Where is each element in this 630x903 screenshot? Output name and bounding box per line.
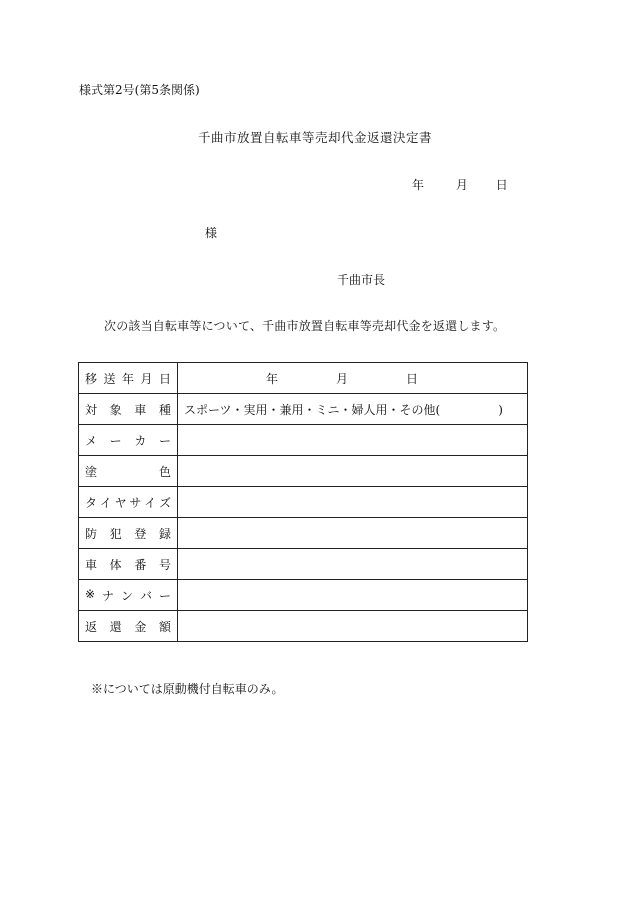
issuer: 千曲市長: [337, 273, 386, 287]
label-char: 返: [85, 619, 98, 634]
label-char: 月: [140, 371, 153, 386]
label-char: 対: [85, 402, 98, 417]
label-char: 登: [134, 526, 147, 541]
refund-amount-value: [178, 611, 528, 642]
transfer-date-day: 日: [406, 371, 419, 386]
label-char: 送: [103, 371, 116, 386]
vehicle-type-value: [178, 394, 528, 425]
row-label-text: [85, 525, 171, 542]
row-label-text: [85, 556, 171, 573]
row-label-text: [85, 401, 171, 418]
label-char: ヤ: [114, 495, 127, 510]
document-title: 千曲市放置自転車等売却代金返還決定書: [197, 130, 432, 145]
transfer-date-month: 月: [336, 371, 349, 386]
row-label-text: [85, 587, 171, 604]
label-char: 還: [109, 619, 122, 634]
body-text: 次の該当自転車等について、千曲市放置自転車等売却代金を返還します。: [104, 319, 506, 333]
transfer-date-year: 年: [266, 371, 279, 386]
row-label-color: [79, 456, 178, 487]
label-char: 金: [134, 619, 147, 634]
row-label-vehicle-type: [79, 394, 178, 425]
label-char: メ: [85, 433, 98, 448]
label-char: タ: [85, 495, 98, 510]
label-char: 防: [85, 526, 98, 541]
row-label-frame-number: [79, 549, 178, 580]
issue-date-month: 月: [455, 178, 468, 192]
row-label-crime-prevention-registration: [79, 518, 178, 549]
row-label-text: [85, 494, 171, 511]
label-char: 額: [158, 619, 171, 634]
label-char: ※: [85, 586, 96, 601]
label-char: 車: [134, 402, 147, 417]
footnote: ※については原動機付自転車のみ。: [91, 682, 284, 696]
table-row: [79, 394, 528, 425]
label-char: ン: [121, 588, 134, 603]
crime-prevention-registration-value: [178, 518, 528, 549]
label-char: 象: [109, 402, 122, 417]
table-row: [79, 611, 528, 642]
row-label-transfer-date: [79, 363, 178, 394]
row-label-plate-number: [79, 580, 178, 611]
label-char: 色: [158, 464, 171, 479]
label-char: ー: [158, 588, 171, 603]
plate-number-value: [178, 580, 528, 611]
row-label-maker: [79, 425, 178, 456]
label-char: イ: [99, 495, 112, 510]
tire-size-value: [178, 487, 528, 518]
label-char: カ: [134, 433, 147, 448]
maker-value: [178, 425, 528, 456]
table-row: [79, 518, 528, 549]
label-char: バ: [140, 588, 153, 603]
issue-date: [412, 179, 508, 191]
table-row: [79, 363, 528, 394]
label-char: ー: [109, 433, 122, 448]
table-row: [79, 425, 528, 456]
label-char: 年: [121, 371, 134, 386]
label-char: サ: [129, 495, 142, 510]
row-label-text: [85, 370, 171, 387]
recipient-suffix: 様: [205, 226, 218, 240]
label-char: 犯: [109, 526, 122, 541]
table-row: [79, 580, 528, 611]
label-char: 日: [158, 371, 171, 386]
form-code: 様式第2号(第5条関係): [79, 83, 200, 97]
table-row: [79, 549, 528, 580]
label-char: ズ: [158, 495, 171, 510]
label-char: 車: [85, 557, 98, 572]
label-char: 体: [109, 557, 122, 572]
label-char: 録: [158, 526, 171, 541]
label-char: 号: [158, 557, 171, 572]
label-char: イ: [144, 495, 157, 510]
vehicle-type-options: スポーツ・実用・兼用・ミニ・婦人用・その他(: [184, 402, 441, 417]
table-row: [79, 456, 528, 487]
row-label-text: [85, 463, 171, 480]
label-char: ナ: [102, 588, 115, 603]
row-label-refund-amount: [79, 611, 178, 642]
frame-number-value: [178, 549, 528, 580]
label-char: 番: [134, 557, 147, 572]
label-char: ー: [158, 433, 171, 448]
label-char: 種: [158, 402, 171, 417]
label-char: 移: [85, 371, 98, 386]
row-label-text: [85, 432, 171, 449]
row-label-text: [85, 618, 171, 635]
transfer-date-value: [178, 363, 528, 394]
label-char: 塗: [85, 464, 98, 479]
color-value: [178, 456, 528, 487]
info-table: [78, 362, 528, 642]
issue-date-year: 年: [412, 178, 425, 192]
vehicle-type-close-paren: ): [498, 402, 503, 417]
table-row: [79, 487, 528, 518]
row-label-tire-size: [79, 487, 178, 518]
issue-date-day: 日: [495, 178, 508, 192]
